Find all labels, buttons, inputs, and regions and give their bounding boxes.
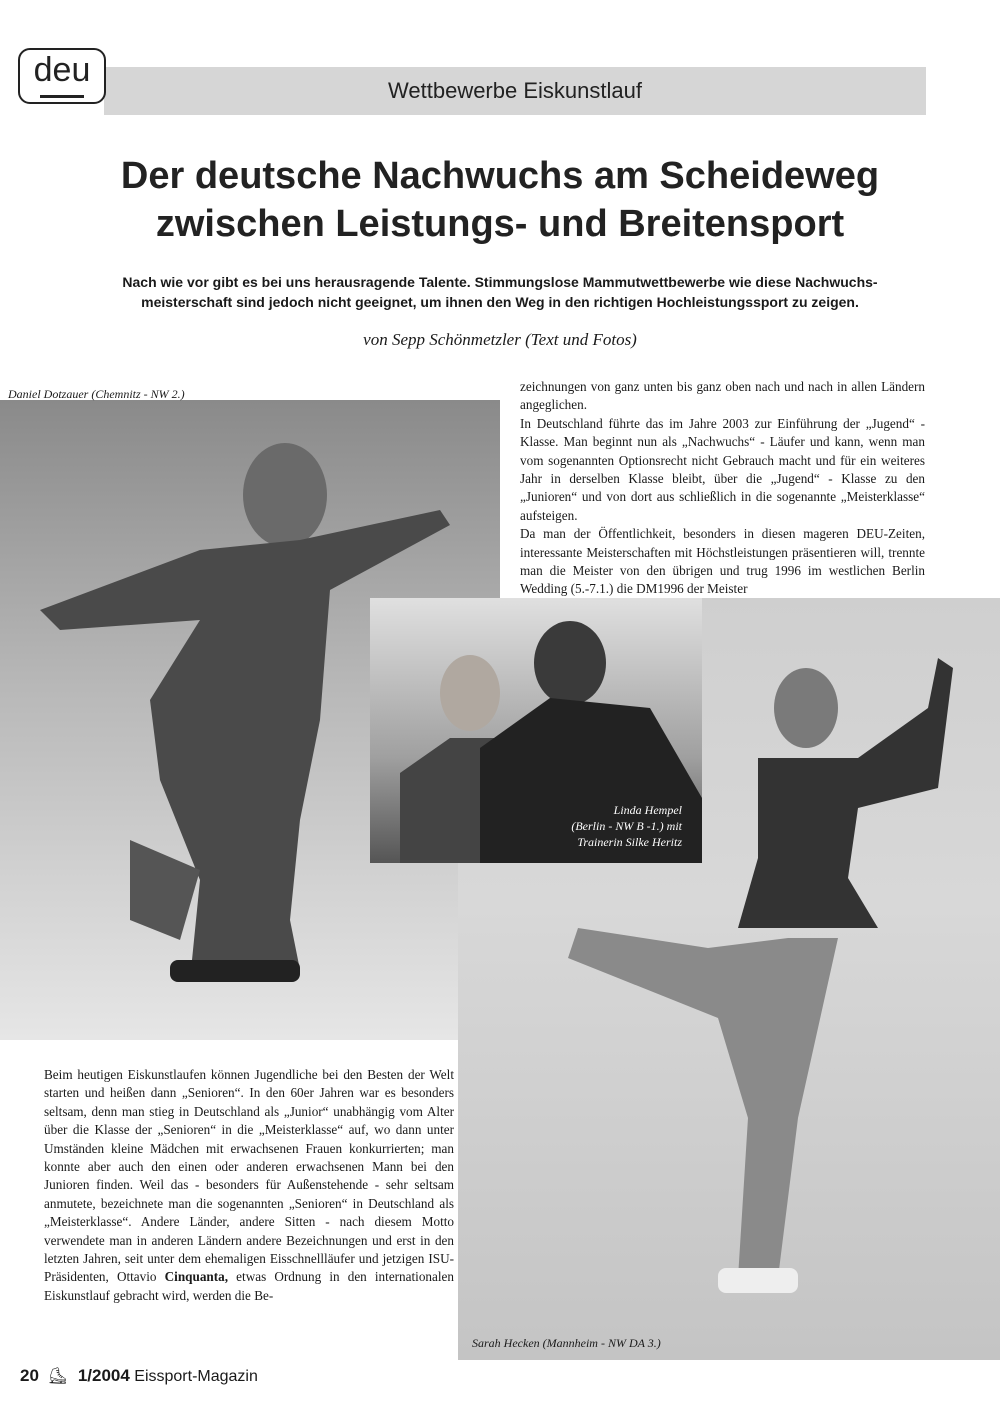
- caption-line: Trainerin Silke Heritz: [577, 835, 682, 849]
- text-run: Beim heutigen Eiskunstlaufen können Jugendliche bei den Besten der Welt starten und heißen dann „Senioren“. In den 60er Jahren war es besonders seltsam, denn man stieg in Deutschland als „Junior“ unabhängig vom Alter über die Klasse der „Senioren“ in die „Meisterklasse“ auf, wo dann unter Umständen kleine Mädchen mit erwachsenen Frauen konkurrierten; man konnte aber auch den einen oder anderen erwachsenen Mann bei den Junioren finden. Weil das - besonders für Außenstehende - sehr seltsam anmutete, bezeichnete man die sogenannten „Senioren“ in Deutschland als „Meisterklasse“. Andere Länder, andere Sitten - nach diesem Motto verwendete man in anderen Ländern andere Bezeichnungen und erst in den letzten Jahren, seit unter dem ehemaligen Eisschnellläufer und jetzigen ISU-Präsidenten, Ottavio: [44, 1067, 454, 1285]
- paragraph: In Deutschland führte das im Jahre 2003 zur Einführung der „Jugend“ - Klasse. Man beginnt nun als „Nachwuchs“ - Läufer und kann, wenn man vom sogenannten Optionsrecht nicht Gebrauch macht und für ein weiteres Jahr in derselben Klasse bleibt, über die „Jugend“ - Klasse zu den „Junioren“ und von dort aus schließlich in die sogenannte „Meisterklasse“ aufsteigen.: [520, 415, 925, 523]
- article-title: [40, 152, 960, 248]
- paragraph: zeichnungen von ganz unten bis ganz oben nach und nach in allen Ländern angeglichen.: [520, 379, 925, 413]
- caption-line: Linda Hempel: [613, 803, 682, 817]
- bold-name: Cinquanta,: [164, 1269, 229, 1285]
- skate-emblem-icon: ⛸: [47, 1368, 68, 1385]
- page-number: 20: [20, 1366, 39, 1385]
- caption-line: (Berlin - NW B -1.) mit: [571, 819, 682, 833]
- caption-photo2: [571, 802, 682, 850]
- paragraph: [44, 1066, 454, 1305]
- issue-number: 1/2004: [77, 1366, 130, 1385]
- logo-text: deu: [33, 51, 91, 89]
- right-text-column: [520, 378, 925, 599]
- section-header-band: [104, 67, 926, 115]
- byline: von Sepp Schönmetzler (Text und Fotos): [363, 330, 637, 349]
- page-footer: [20, 1366, 258, 1386]
- magazine-name: Eissport-Magazin: [134, 1368, 258, 1385]
- photo-linda-hempel: [370, 598, 702, 863]
- section-title: Wettbewerbe Eiskunstlauf: [388, 78, 642, 103]
- deu-logo: [18, 48, 106, 104]
- left-text-column: [44, 1066, 454, 1305]
- logo-bar: [40, 95, 84, 98]
- title-line: zwischen Leistungs- und Breitensport: [155, 203, 845, 245]
- caption-photo1: Daniel Dotzauer (Chemnitz - NW 2.): [8, 387, 185, 401]
- lead-line: Nach wie vor gibt es bei uns herausragende Talente. Stimmungslose Mammutwettbewerbe wie diese Nachwuchs-: [122, 274, 878, 290]
- paragraph: Da man der Öffentlichkeit, besonders in diesen mageren DEU-Zeiten, interessante Meisterschaften mit Höchstleistungen präsentieren will, trennte man die Meister von den übrigen und trug 1996 im westlichen Berlin Wedding (5.-7.1.) die DM1996 der Meister: [520, 526, 925, 597]
- text-run: etwas Ordnung in den internationalen Eiskunstlauf gebracht wird, werden die Be-: [44, 1269, 454, 1303]
- title-line: Der deutsche Nachwuchs am Scheideweg: [120, 155, 880, 197]
- lead-line: meisterschaft sind jedoch nicht geeignet, um ihnen den Weg in den richtigen Hochleistungssport zu zeigen.: [141, 294, 859, 310]
- caption-photo3: Sarah Hecken (Mannheim - NW DA 3.): [472, 1336, 661, 1350]
- article-lead: [60, 272, 940, 312]
